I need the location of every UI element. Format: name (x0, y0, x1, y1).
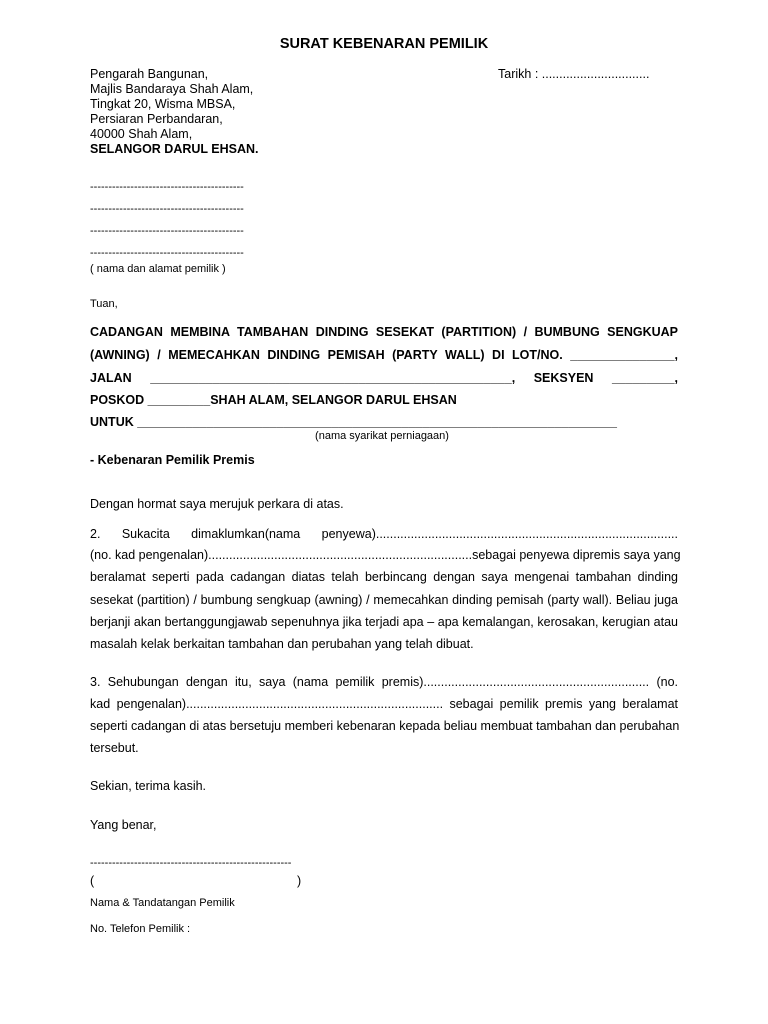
intro-paragraph: Dengan hormat saya merujuk perkara di atas. (90, 497, 344, 511)
sub-heading: - Kebenaran Pemilik Premis (90, 453, 255, 467)
subject-line: UNTUK _____________________________________________________________________ (90, 415, 617, 429)
paragraph-line: (no. kad pengenalan)............................................................................sebagai penyewa dipremis saya yang (90, 548, 681, 562)
paragraph-line: kad pengenalan).......................................................................... sebagai pemilik premis yang beralamat (90, 697, 678, 711)
paragraph-line: sesekat (partition) / bumbung sengkuap (awning) / memecahkan dinding pemisah (party wall). Beliau juga (90, 593, 678, 607)
closing-text: Sekian, terima kasih. (90, 779, 207, 793)
date-field: Tarikh : ............................... (498, 67, 650, 81)
owner-address-line: ------------------------------------------ (90, 225, 244, 237)
address-line: Majlis Bandaraya Shah Alam, (90, 82, 254, 96)
address-line: 40000 Shah Alam, (90, 127, 193, 141)
letter-title: SURAT KEBENARAN PEMILIK (279, 36, 489, 52)
address-line: Tingkat 20, Wisma MBSA, (90, 97, 236, 111)
paragraph-line: 2. Sukacita dimaklumkan(nama penyewa)....................................................................................... (90, 527, 678, 541)
signature-paren-open: ( (90, 874, 95, 888)
subject-line: POSKOD _________SHAH ALAM, SELANGOR DARUL EHSAN (90, 393, 457, 407)
paragraph-line: seperti cadangan di atas bersetuju memberi kebenaran kepada beliau membuat tambahan dan perubahan (90, 719, 680, 733)
address-line: Persiaran Perbandaran, (90, 112, 223, 126)
salutation: Tuan, (90, 298, 118, 310)
paragraph-line: tersebut. (90, 741, 139, 755)
address-line: Pengarah Bangunan, (90, 67, 209, 81)
paragraph-line: 3. Sehubungan dengan itu, saya (nama pemilik premis)................................................................. (no. (90, 675, 678, 689)
signature-line: ------------------------------------------------------- (90, 857, 292, 869)
subject-line: JALAN ____________________________________________________, SEKSYEN _________, (90, 371, 678, 385)
owner-address-line: ------------------------------------------ (90, 203, 244, 215)
signature-paren-close: ) (297, 874, 302, 888)
owner-name-signature-label: Nama & Tandatangan Pemilik (90, 897, 235, 909)
subject-line: (AWNING) / MEMECAHKAN DINDING PEMISAH (PARTY WALL) DI LOT/NO. _______________, (90, 348, 678, 362)
owner-address-caption: ( nama dan alamat pemilik ) (90, 263, 226, 275)
company-name-caption: (nama syarikat perniagaan) (315, 430, 449, 442)
paragraph-line: beralamat seperti pada cadangan diatas telah berbincang dengan saya mengenai tambahan dinding (90, 570, 678, 584)
owner-phone-label: No. Telefon Pemilik : (90, 923, 191, 935)
paragraph-line: berjanji akan bertanggungjawab sepenuhnya jika terjadi apa – apa kemalangan, kerosakan, kerugian atau (90, 615, 678, 629)
paragraph-line: masalah kelak berkaitan tambahan dan perubahan yang telah dibuat. (90, 637, 474, 651)
subject-line: CADANGAN MEMBINA TAMBAHAN DINDING SESEKAT (PARTITION) / BUMBUNG SENGKUAP (90, 325, 678, 339)
owner-address-line: ------------------------------------------ (90, 181, 244, 193)
sign-off: Yang benar, (90, 818, 157, 832)
owner-address-line: ------------------------------------------ (90, 247, 244, 259)
address-line: SELANGOR DARUL EHSAN. (90, 142, 259, 156)
